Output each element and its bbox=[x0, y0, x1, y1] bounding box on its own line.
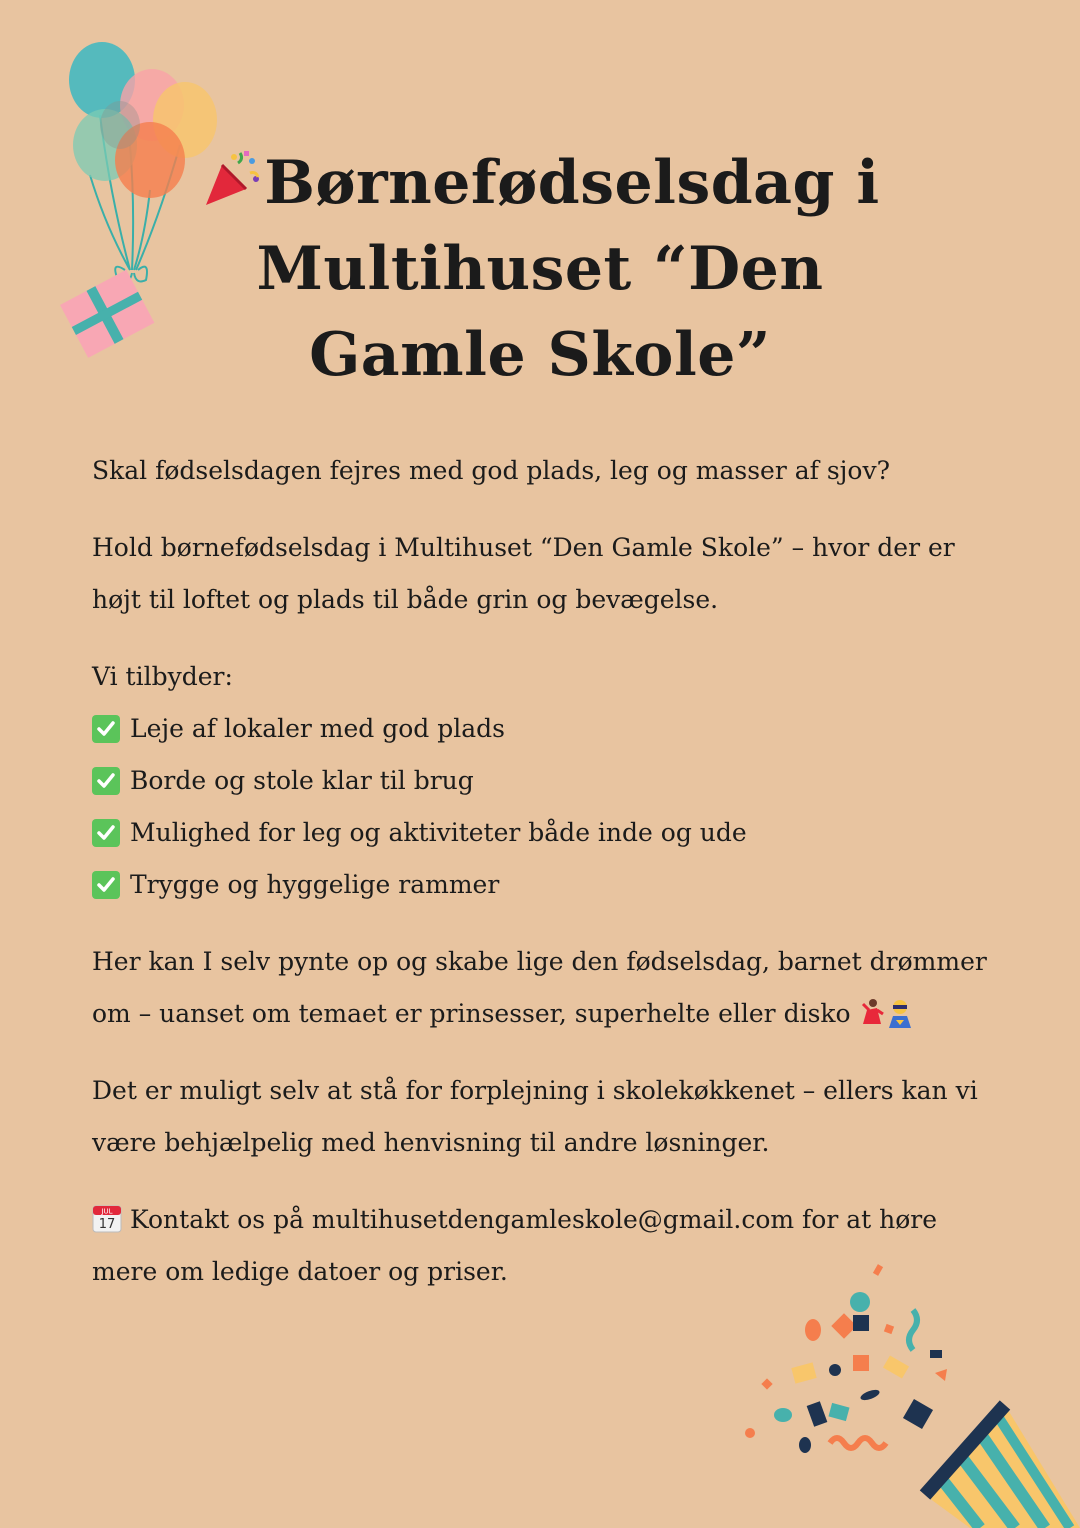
paragraph-catering: Det er muligt selv at stå for forplejning i skolekøkkenet – ellers kan vi være behjælpelig med henvisning til andre løsninger. bbox=[92, 1076, 978, 1157]
paragraph-location: Hold børnefødselsdag i Multihuset “Den Gamle Skole” – hvor der er højt til loftet og plads til både grin og bevægelse. bbox=[92, 533, 955, 614]
calendar-month: JUL bbox=[101, 1207, 113, 1216]
list-item bbox=[92, 755, 992, 807]
paragraph-decorate bbox=[92, 936, 992, 1040]
offer-list bbox=[92, 703, 992, 911]
party-popper-icon bbox=[200, 147, 264, 211]
offer-label: Trygge og hyggelige rammer bbox=[130, 870, 500, 899]
contact-text: Kontakt os på multihusetdengamleskole@gmail.com for at høre mere om ledige datoer og priser. bbox=[92, 1205, 938, 1286]
list-item bbox=[92, 703, 992, 755]
calendar-icon bbox=[92, 1203, 122, 1233]
confetti-icon bbox=[735, 1255, 1080, 1528]
offer-label: Mulighed for leg og aktiviteter både inde og ude bbox=[130, 818, 747, 847]
intro-text: Skal fødselsdagen fejres med god plads, leg og masser af sjov? bbox=[92, 456, 891, 485]
check-icon bbox=[92, 819, 120, 847]
paragraph-decorate-text: Her kan I selv pynte op og skabe lige den fødselsdag, barnet drømmer om – uanset om temaet er prinsesser, superhelte eller disko bbox=[92, 947, 987, 1028]
list-item bbox=[92, 807, 992, 859]
list-item bbox=[92, 859, 992, 911]
offer-heading: Vi tilbyder: bbox=[92, 662, 233, 691]
offer-label: Borde og stole klar til brug bbox=[130, 766, 474, 795]
calendar-day: 17 bbox=[98, 1217, 116, 1232]
page-title bbox=[150, 140, 930, 398]
superhero-icon bbox=[885, 998, 915, 1028]
check-icon bbox=[92, 715, 120, 743]
dancer-icon bbox=[859, 998, 885, 1028]
check-icon bbox=[92, 767, 120, 795]
page-title-text: Børnefødselsdag i Multihuset “Den Gamle Skole” bbox=[256, 148, 880, 390]
check-icon bbox=[92, 871, 120, 899]
flyer-content bbox=[92, 445, 992, 1323]
offer-label: Leje af lokaler med god plads bbox=[130, 714, 505, 743]
